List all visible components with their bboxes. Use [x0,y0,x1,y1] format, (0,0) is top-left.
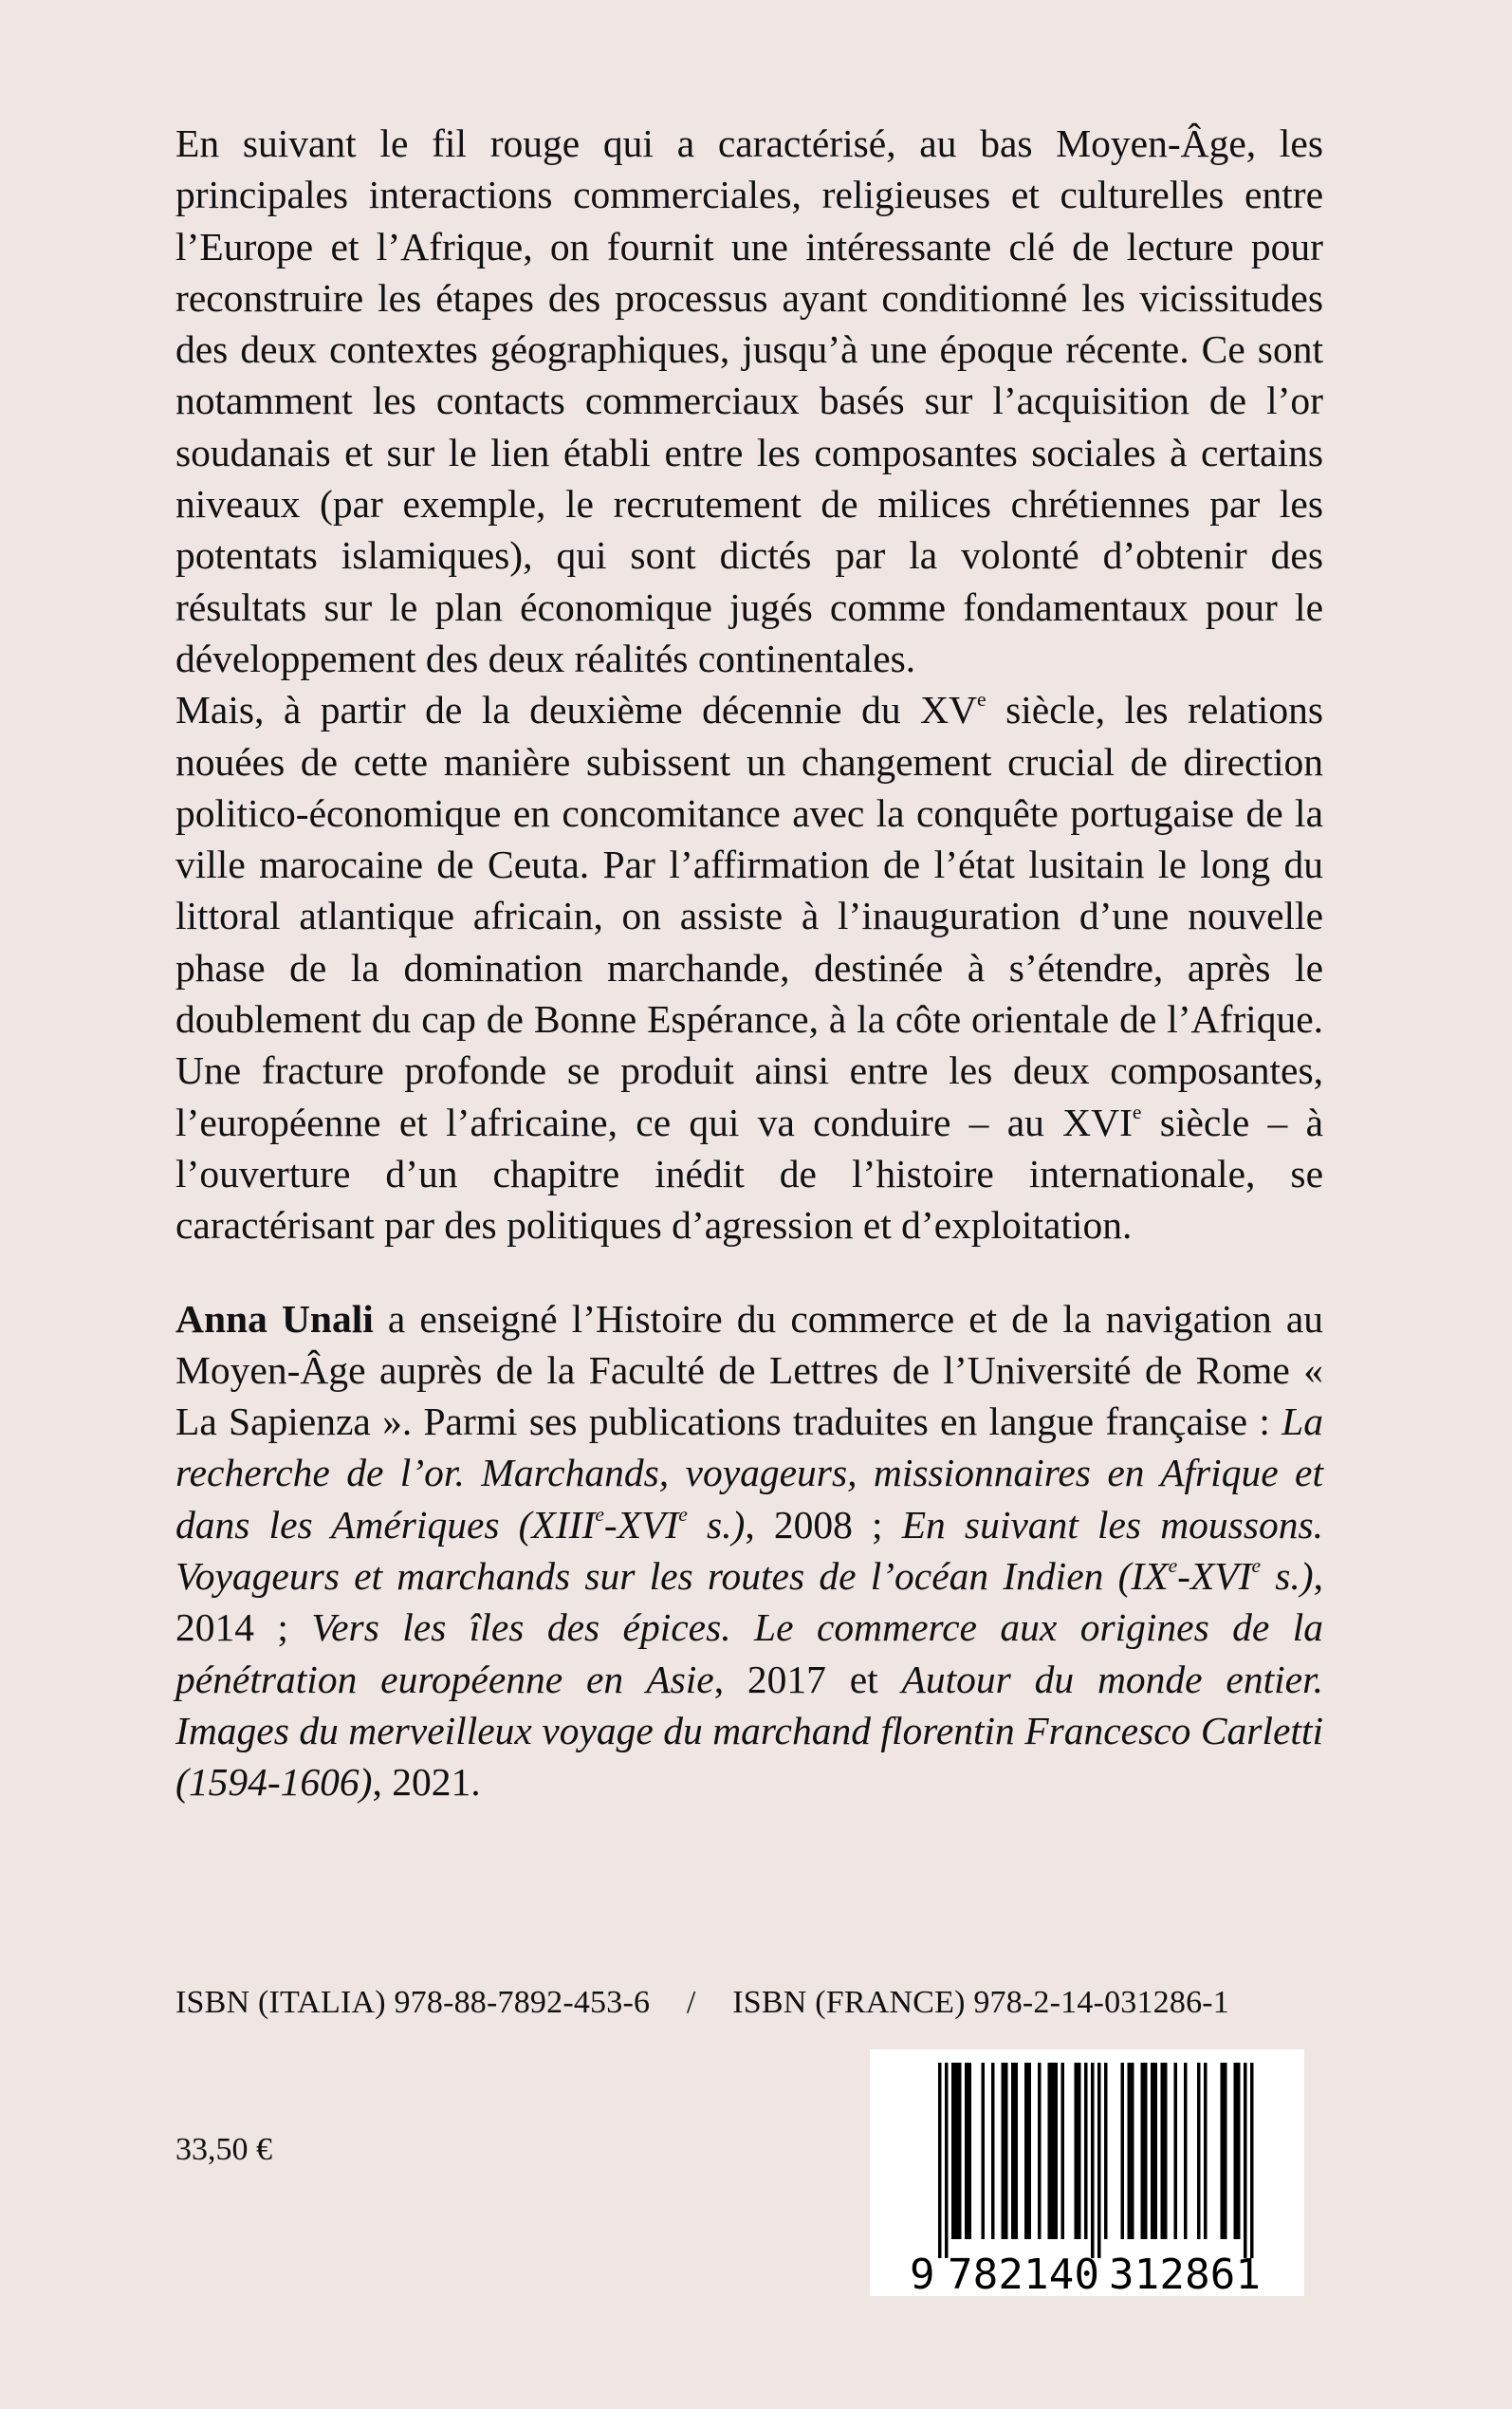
barcode-bar [938,2063,942,2258]
summary-paragraph-2 [175,684,1323,1251]
superscript: e [1132,1100,1142,1123]
barcode-bar [1224,2063,1227,2239]
price: 33,50 € [175,2132,272,2167]
barcode-bar [1174,2063,1178,2239]
barcode-bar [1028,2063,1032,2239]
barcode-bar [1002,2063,1005,2239]
barcode-bar [1144,2063,1148,2239]
barcode-bar [1048,2063,1052,2239]
barcode-bar [958,2063,962,2239]
barcode-bar [1055,2063,1059,2239]
barcode-bar [1121,2063,1125,2239]
summary-p2-part-c: siècle – à l’ouverture d’un chapitre inédit de l’histoire internationale, se caractérisant par des politiques d’agression et d’exploitation. [175,1100,1324,1248]
barcode-bar [1141,2063,1145,2239]
barcode-bar [1097,2063,1101,2258]
summary-paragraph-1: En suivant le fil rouge qui a caractérisé, au bas Moyen-Âge, les principales interactions commerciales, religieuses et culturelles entre l’Europe et l’Afrique, on fournit une intéressante clé de lecture pour reconstruire les étapes des processus ayant conditionné les vicissitudes des deux contextes géographiques, jusqu’à une époque récente. Ce sont notamment les contacts commerciaux basés sur l’acquisition de l’or soudanais et sur le lien établi entre les composantes sociales à certains niveaux (par exemple, le recrutement de milices chrétiennes par les potentats islamiques), qui sont dictés par la volonté d’obtenir des résultats sur le plan économique jugés comme fondamentaux pour le développement des deux réalités continentales. [175,121,1323,680]
barcode-bar [1061,2063,1065,2239]
barcode-bar [968,2063,972,2239]
barcode-bar [982,2063,986,2239]
barcode-bar [955,2063,959,2239]
barcode-bar [1011,2063,1015,2239]
barcode-bar [1164,2063,1168,2239]
barcode-bar [1197,2063,1201,2239]
barcode-bar [1244,2063,1247,2258]
isbn-italia-value: 978-88-7892-453-6 [394,1985,651,2020]
book-title-2: En suivant les moussons. Voyageurs et marchands sur les routes de l’océan Indien (IXe-XVIe s.) [175,1502,1324,1599]
barcode-bar [1161,2063,1165,2239]
barcode-bar [1250,2063,1254,2258]
barcode-bar [1078,2063,1081,2239]
barcode-first-digit: 9 [910,2251,935,2296]
isbn-line [175,1985,1323,2021]
barcode-graphic [870,2049,1304,2296]
barcode-bar [1015,2063,1019,2239]
isbn-france-value: 978-2-14-031286-1 [973,1985,1230,2020]
barcode-bar [1084,2063,1088,2239]
barcode-bar [1154,2063,1158,2239]
barcode-bar [1234,2063,1238,2239]
barcode-bar [1184,2063,1188,2239]
isbn-france-label: ISBN (FRANCE) [732,1985,966,2020]
barcode [870,2049,1304,2296]
barcode-bar [1051,2063,1055,2239]
author-name: Anna Unali [175,1296,374,1341]
barcode-bar [945,2063,949,2258]
barcode-left-digits: 782140 [948,2251,1099,2296]
barcode-bar [991,2063,995,2239]
summary-p2-part-a: Mais, à partir de la deuxième décennie du XV [175,688,978,732]
summary-p2-part-b: siècle, les relations nouées de cette manière subissent un changement crucial de direction politico-économique en concomitance avec la conquête portugaise de la ville marocaine de Ceuta. Par l’affirmation de l’état lusitain le long du littoral atlantique africain, on assiste à l’inauguration d’une nouvelle phase de la domination marchande, destinée à s’étendre, après le doublement du cap de Bonne Espérance, à la côte orientale de l’Afrique. Une fracture profonde se produit ainsi entre les deux composantes, l’européenne et l’africaine, ce qui va conduire – au XVI [175,688,1323,1144]
book-title-4: Autour du monde entier. Images du merveilleux voyage du marchand florentin Francesco Carletti (1594-1606) [175,1657,1323,1805]
barcode-bar [1091,2063,1095,2258]
book-year-1: , 2008 ; [745,1502,902,1547]
barcode-bar [1024,2063,1028,2239]
barcode-bar [951,2063,955,2239]
isbn-italia-label: ISBN (ITALIA) [175,1985,386,2020]
barcode-bar [1075,2063,1079,2239]
barcode-bar [965,2063,968,2239]
barcode-bar [1131,2063,1134,2239]
back-cover-text [175,118,1323,1808]
barcode-bar [1151,2063,1154,2239]
book-year-2: , 2014 ; [175,1554,1323,1650]
barcode-bar [1005,2063,1008,2239]
book-title-3: Vers les îles des épices. Le commerce aux origines de la pénétration européenne en Asie [175,1605,1324,1701]
author-intro: a enseigné l’Histoire du commerce et de la navigation au Moyen-Âge auprès de la Faculté de Lettres de l’Université de Rome « La Sapienza ». Parmi ses publications traduites en langue française : [175,1296,1323,1444]
barcode-bar [1104,2063,1108,2239]
book-year-4: , 2021. [372,1760,481,1805]
barcode-bar [1038,2063,1042,2239]
superscript: e [977,688,986,712]
book-title-1: La recherche de l’or. Marchands, voyageurs, missionnaires en Afrique et dans les Amériques (XIIIe-XVIe s.) [175,1399,1323,1547]
isbn-separator: / [686,1985,696,2020]
barcode-bar [1204,2063,1208,2239]
book-year-3: , 2017 et [713,1657,902,1701]
barcode-bars [938,2063,1254,2258]
barcode-right-digits: 312861 [1109,2251,1261,2296]
barcode-bar [1221,2063,1225,2239]
author-bio [175,1293,1323,1808]
barcode-bar [1237,2063,1241,2239]
barcode-bar [1128,2063,1132,2239]
